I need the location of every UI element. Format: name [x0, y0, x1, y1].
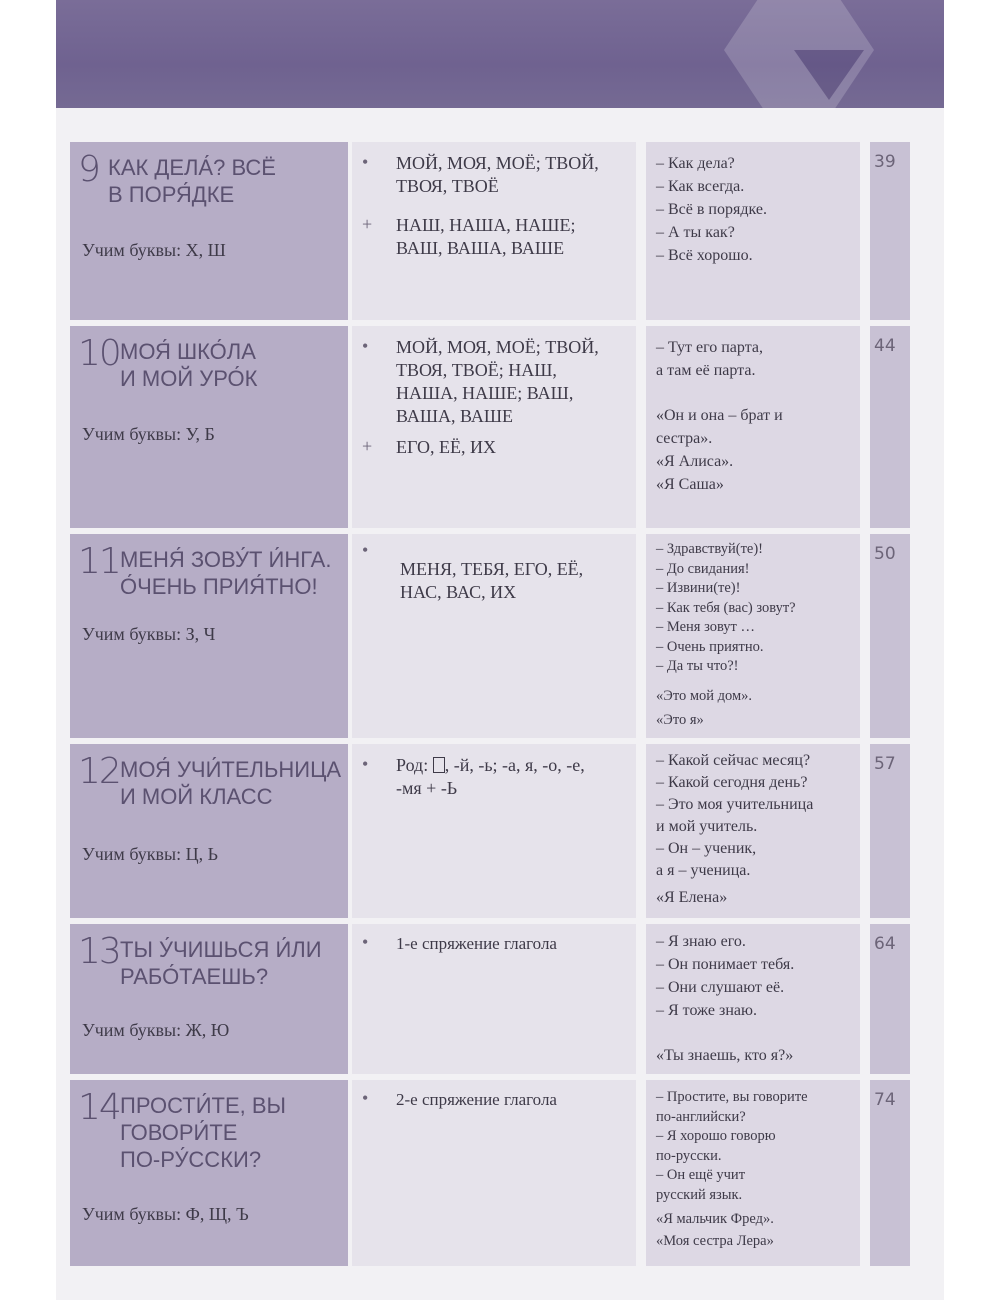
grammar-text: 1-е спряжение глагола [396, 934, 557, 953]
lesson-letters: Учим буквы: З, Ч [82, 624, 216, 644]
zero-ending-box-icon [433, 757, 445, 773]
bullet-marker: • [362, 152, 369, 172]
grammar-plus-text: НАШ, НАША, НАШЕ; ВАШ, ВАША, ВАШЕ [396, 215, 576, 258]
bullet-marker: • [362, 336, 369, 356]
lesson-letters: Учим буквы: Ж, Ю [82, 1020, 230, 1040]
lesson-title-cell [70, 924, 348, 1074]
lesson-title: ПРОСТИ́ТЕ, ВЫ ГОВОРИ́ТЕ ПО-РУ́ССКИ? [120, 1093, 287, 1172]
gender-endings: , -й, -ь; -а, я, -о, -е, [444, 755, 585, 775]
hexagon-decoration-icon [724, 0, 874, 110]
gender-endings-line [396, 754, 636, 777]
dialog-quote: «Он и она – брат и сестра». «Я Алиса». «Я Саша» [656, 407, 783, 493]
page-number-cell [870, 142, 910, 320]
lesson-title-cell [70, 744, 348, 918]
plus-marker: + [362, 436, 373, 456]
grammar-text: МОЙ, МОЯ, МОЁ; ТВОЙ, ТВОЯ, ТВОЁ; НАШ, НАША, НАШЕ; ВАШ, ВАША, ВАШЕ [396, 337, 599, 426]
gender-label: Род: [396, 755, 429, 775]
page-number-cell [870, 326, 910, 528]
lesson-letters: Учим буквы: Ф, Щ, Ъ [82, 1204, 249, 1224]
lesson-title-cell [70, 1080, 348, 1266]
dialog-text: – Тут его парта, а там её парта. [656, 339, 763, 379]
book-page [56, 0, 944, 1300]
lesson-row-13 [70, 924, 910, 1074]
page-number: 39 [874, 152, 896, 172]
lesson-row-12 [70, 744, 910, 918]
page-number: 74 [874, 1090, 896, 1110]
lesson-row-11 [70, 534, 910, 738]
lesson-letters: Учим буквы: Х, Ш [82, 240, 226, 260]
dialog-quote: «Ты знаешь, кто я?» [656, 1047, 794, 1064]
bullet-marker: • [362, 540, 369, 560]
lesson-letters: Учим буквы: Ц, Ь [82, 844, 218, 864]
grammar-cell [352, 924, 636, 1074]
page-number: 64 [874, 934, 896, 954]
lesson-title: МОЯ́ ШКО́ЛА И МОЙ УРО́К [120, 339, 258, 391]
plus-marker: + [362, 214, 373, 234]
page-number-cell [870, 924, 910, 1074]
dialog-cell [646, 534, 860, 738]
lesson-title: МОЯ́ УЧИ́ТЕЛЬНИЦА И МОЙ КЛАСС [120, 757, 342, 809]
lesson-row-14 [70, 1080, 910, 1266]
lesson-title: КАК ДЕЛА́? ВСЁ В ПОРЯ́ДКЕ [108, 155, 276, 207]
dialog-cell [646, 326, 860, 528]
lesson-title-cell [70, 142, 348, 320]
dialog-text: – Какой сейчас месяц? – Какой сегодня день? – Это моя учительница и мой учитель. – Он – ученик, а я – ученица. [656, 752, 814, 879]
dialog-cell [646, 744, 860, 918]
lesson-number: 9 [78, 149, 99, 190]
lesson-row-10 [70, 326, 910, 528]
grammar-cell [352, 142, 636, 320]
grammar-plus-text: ЕГО, ЕЁ, ИХ [396, 437, 496, 457]
lesson-row-9 [70, 142, 910, 320]
grammar-text: МОЙ, МОЯ, МОЁ; ТВОЙ, ТВОЯ, ТВОЁ [396, 153, 599, 196]
dialog-cell [646, 142, 860, 320]
lesson-letters: Учим буквы: У, Б [82, 424, 215, 444]
page-number: 44 [874, 336, 896, 356]
lesson-number: 11 [78, 541, 120, 582]
bullet-marker: • [362, 1088, 369, 1108]
dialog-quote: «Я мальчик Фред». «Моя сестра Лера» [656, 1211, 774, 1249]
lesson-title-cell [70, 326, 348, 528]
page-number-cell [870, 744, 910, 918]
grammar-text: МЕНЯ, ТЕБЯ, ЕГО, ЕЁ, НАС, ВАС, ИХ [400, 559, 584, 602]
lesson-number: 12 [78, 751, 120, 792]
lesson-title: МЕНЯ́ ЗОВУ́Т И́НГА. О́ЧЕНЬ ПРИЯ́ТНО! [120, 547, 332, 599]
bullet-marker: • [362, 754, 369, 774]
dialog-text: – Я знаю его. – Он понимает тебя. – Они слушают её. – Я тоже знаю. [656, 933, 795, 1019]
lesson-number: 14 [78, 1087, 120, 1128]
dialog-text: – Здравствуй(те)! – До свидания! – Извини(те)! – Как тебя (вас) зовут? – Меня зовут … – Очень приятно. – Да ты что?! [656, 541, 796, 674]
dialog-quote: «Это мой дом». «Это я» [656, 688, 753, 728]
page-number-cell [870, 534, 910, 738]
page-number-cell [870, 1080, 910, 1266]
lesson-title: ТЫ У́ЧИШЬСЯ И́ЛИ РАБО́ТАЕШЬ? [120, 937, 322, 989]
grammar-text: 2-е спряжение глагола [396, 1090, 557, 1109]
grammar-cell [352, 1080, 636, 1266]
page-number: 57 [874, 754, 896, 774]
grammar-cell [352, 534, 636, 738]
page-number: 50 [874, 544, 896, 564]
dialog-text: – Простите, вы говорите по-английски? – Я хорошо говорю по-русски. – Он ещё учит русский язык. [656, 1089, 808, 1203]
bullet-marker: • [362, 932, 369, 952]
gender-endings-line-2: -мя + -Ь [396, 778, 458, 798]
dialog-cell [646, 1080, 860, 1266]
lesson-number: 10 [78, 333, 120, 374]
page-header-band [56, 0, 944, 108]
dialog-text: – Как дела? – Как всегда. – Всё в порядке. – А ты как? – Всё хорошо. [656, 155, 767, 264]
grammar-cell [352, 326, 636, 528]
dialog-quote: «Я Елена» [656, 889, 728, 906]
lesson-number: 13 [78, 931, 120, 972]
dialog-cell [646, 924, 860, 1074]
grammar-cell [352, 744, 636, 918]
lesson-title-cell [70, 534, 348, 738]
